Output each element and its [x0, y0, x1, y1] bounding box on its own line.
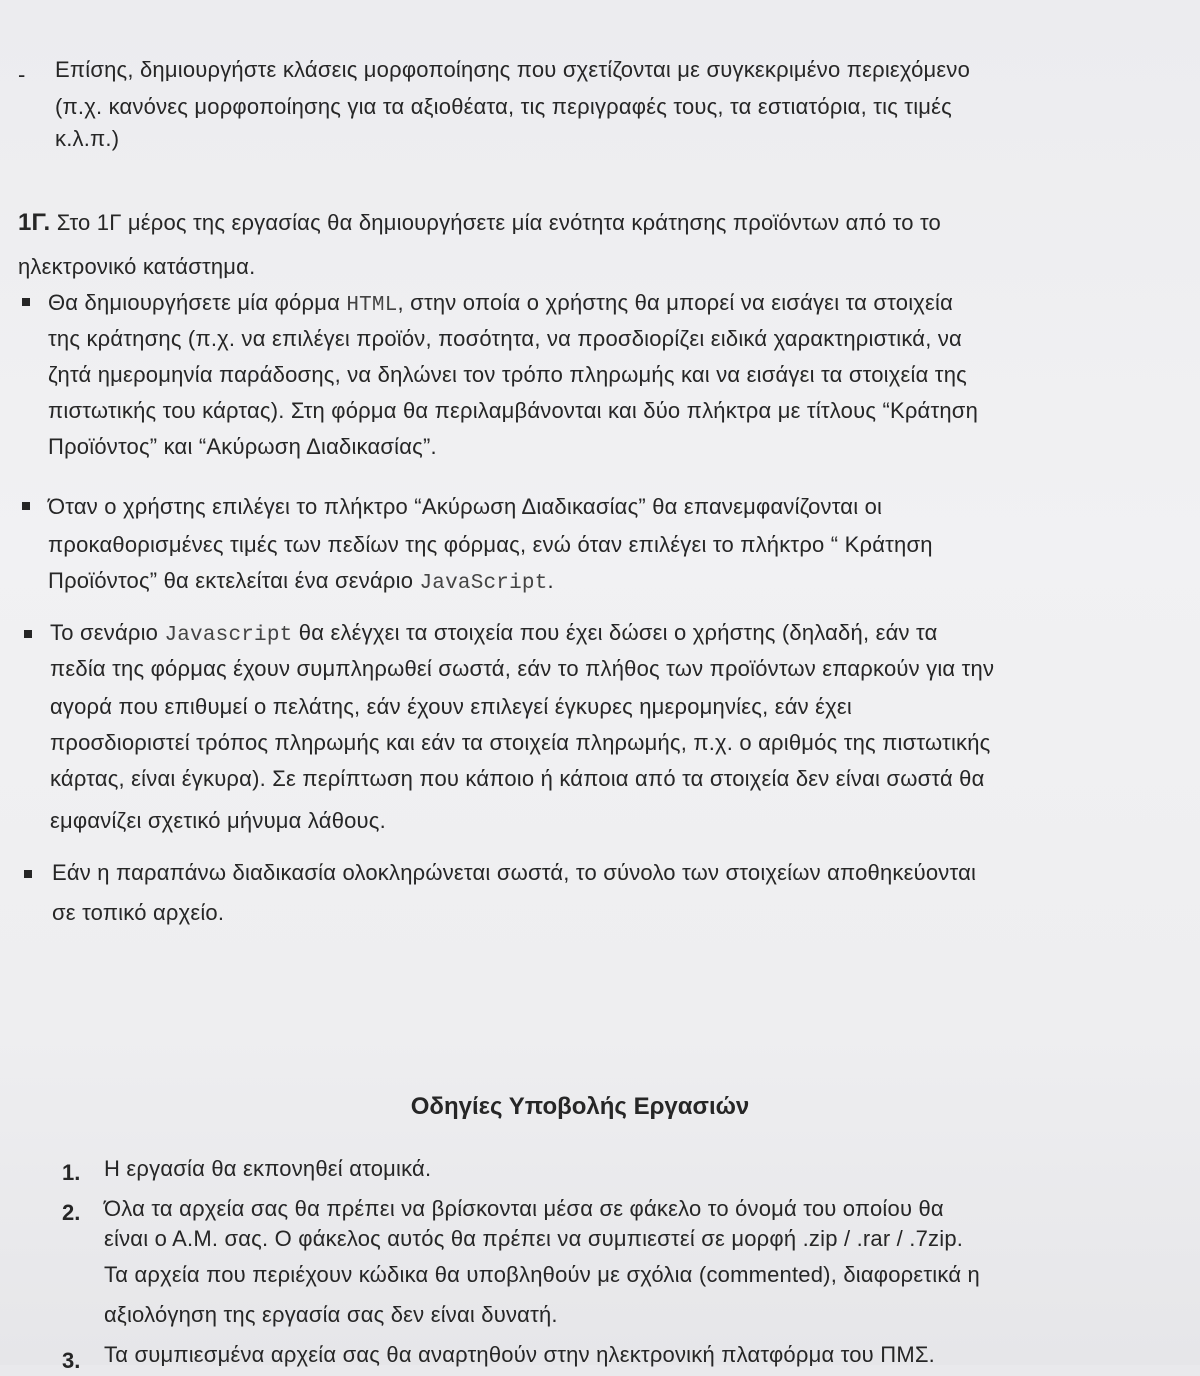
- instruction-2-line-2: είναι ο Α.Μ. σας. Ο φάκελος αυτός θα πρέπει να συμπιεστεί σε μορφή .zip / .rar / .7zip.: [104, 1226, 964, 1251]
- text-fragment: Θα δημιουργήσετε μία φόρμα: [48, 290, 347, 315]
- intro-line-3: κ.λ.π.): [55, 126, 120, 151]
- code-html: HTML: [346, 294, 398, 317]
- text-fragment: θα ελέγχει τα στοιχεία που έχει δώσει ο χρήστης (δηλαδή, εάν τα: [292, 620, 938, 645]
- text-fragment: Προϊόντος” θα εκτελείται ένα σενάριο: [48, 568, 420, 593]
- instructions-title: Οδηγίες Υποβολής Εργασιών: [410, 1093, 750, 1120]
- section-1g-line-2: ηλεκτρονικό κατάστημα.: [18, 254, 256, 279]
- intro-line-2: (π.χ. κανόνες μορφοποίησης για τα αξιοθέατα, τις περιγραφές τους, τα εστιατόρια, τις τιμές: [55, 94, 952, 119]
- bullet-4-line-1: Εάν η παραπάνω διαδικασία ολοκληρώνεται σωστά, το σύνολο των στοιχείων αποθηκεύονται: [52, 860, 977, 885]
- text-fragment: .: [547, 568, 554, 593]
- bullet-3-line-3: αγορά που επιθυμεί ο πελάτης, εάν έχουν επιλεγεί έγκυρες ημερομηνίες, εάν έχει: [50, 694, 852, 719]
- intro-line-1: Επίσης, δημιουργήστε κλάσεις μορφοποίησης που σχετίζονται με συγκεκριμένο περιεχόμενο: [55, 57, 971, 82]
- instruction-2-line-1: Όλα τα αρχεία σας θα πρέπει να βρίσκονται μέσα σε φάκελο το όνομά του οποίου θα: [104, 1196, 944, 1221]
- bullet-marker: [22, 298, 30, 306]
- bullet-3-line-2: πεδία της φόρμας έχουν συμπληρωθεί σωστά, εάν το πλήθος των προϊόντων επαρκούν για την: [50, 656, 995, 681]
- instruction-1-line-1: Η εργασία θα εκπονηθεί ατομικά.: [104, 1156, 432, 1181]
- instruction-number: 1.: [62, 1160, 81, 1185]
- section-1g-label: 1Γ.: [18, 209, 51, 236]
- code-javascript: Javascript: [164, 624, 293, 647]
- bullet-marker: [22, 502, 30, 510]
- bullet-1-line-4: πιστωτικής του κάρτας). Στη φόρμα θα περιλαμβάνονται και δύο πλήκτρα με τίτλους “Κράτηση: [48, 398, 979, 423]
- section-1g-text: Στο 1Γ μέρος της εργασίας θα δημιουργήσετε μία ενότητα κράτησης προϊόντων από το το: [56, 210, 941, 235]
- bullet-1-line-1: [48, 288, 953, 321]
- text-fragment: Το σενάριο: [50, 620, 165, 645]
- bullet-4-line-2: σε τοπικό αρχείο.: [52, 900, 225, 925]
- code-javascript: JavaScript: [419, 572, 548, 595]
- text-fragment: , στην οποία ο χρήστης θα μπορεί να εισάγει τα στοιχεία: [397, 290, 954, 315]
- instruction-number: 2.: [62, 1200, 81, 1225]
- instruction-number: 3.: [62, 1348, 81, 1373]
- bullet-3-line-4: προσδιοριστεί τρόπος πληρωμής και εάν τα στοιχεία πληρωμής, π.χ. ο αριθμός της πιστωτικής: [50, 730, 991, 755]
- bullet-1-line-3: ζητά ημερομηνία παράδοσης, να δηλώνει τον τρόπο πληρωμής και να εισάγει τα στοιχεία της: [48, 362, 967, 387]
- bullet-1-line-2: της κράτησης (π.χ. να επιλέγει προϊόν, ποσότητα, να προσδιορίζει ειδικά χαρακτηριστικά, να: [48, 326, 962, 351]
- instruction-3-line-1: Τα συμπιεσμένα αρχεία σας θα αναρτηθούν στην ηλεκτρονική πλατφόρμα του ΠΜΣ.: [104, 1342, 935, 1367]
- bullet-2-line-2: προκαθορισμένες τιμές των πεδίων της φόρμας, ενώ όταν επιλέγει το πλήκτρο “ Κράτηση: [48, 532, 933, 557]
- bullet-3-line-6: εμφανίζει σχετικό μήνυμα λάθους.: [50, 808, 386, 833]
- bullet-3-line-5: κάρτας, είναι έγκυρα). Σε περίπτωση που κάποιο ή κάποια από τα στοιχεία δεν είναι σωστά θα: [50, 766, 985, 791]
- bullet-marker: [24, 870, 32, 878]
- bullet-2-line-3: [48, 566, 554, 599]
- dash-bullet-marker: -: [18, 62, 26, 87]
- bullet-marker: [24, 630, 32, 638]
- bullet-1-line-5: Προϊόντος” και “Ακύρωση Διαδικασίας”.: [48, 434, 437, 459]
- bullet-2-line-1: Όταν ο χρήστης επιλέγει το πλήκτρο “Ακύρωση Διαδικασίας” θα επανεμφανίζονται οι: [48, 494, 883, 519]
- instruction-2-line-4: αξιολόγηση της εργασία σας δεν είναι δυνατή.: [104, 1302, 558, 1327]
- section-1g-line-1: [18, 208, 941, 238]
- instruction-2-line-3: Τα αρχεία που περιέχουν κώδικα θα υποβληθούν με σχόλια (commented), διαφορετικά η: [104, 1262, 980, 1287]
- bullet-3-line-1: [50, 618, 938, 651]
